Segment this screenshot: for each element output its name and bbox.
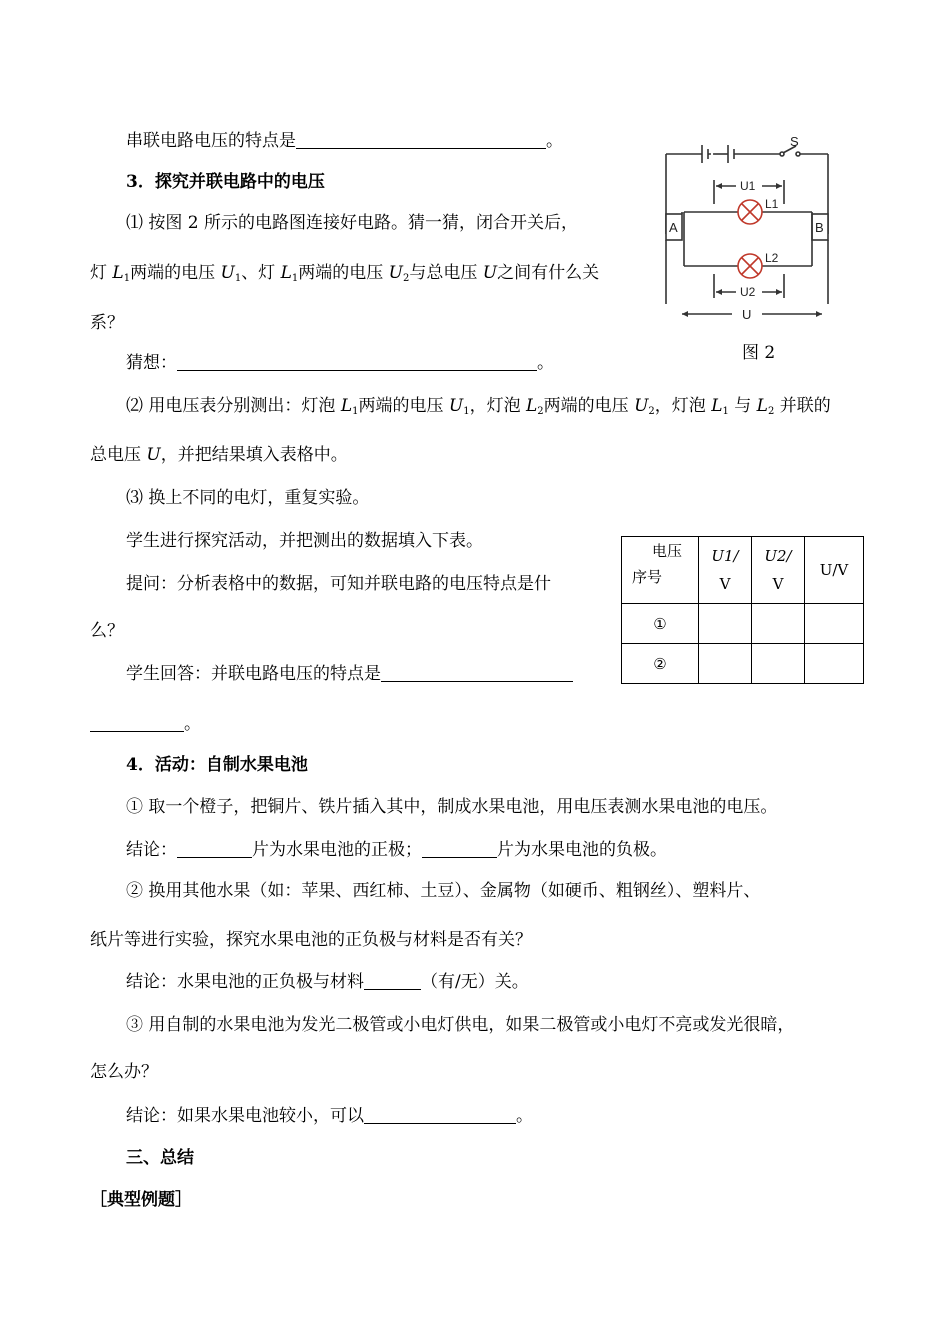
- label-a: A: [669, 220, 678, 235]
- cell-2-1[interactable]: [699, 644, 752, 684]
- symbol: L: [711, 396, 723, 416]
- negative-blank[interactable]: [422, 841, 497, 858]
- step2-line2: [90, 445, 348, 465]
- text: 两端的电压: [130, 263, 221, 283]
- symbol-L1: L: [112, 263, 124, 283]
- method-blank[interactable]: [364, 1107, 516, 1124]
- header-u2-name: [752, 547, 804, 565]
- sub: 1: [463, 406, 470, 417]
- parallel-circuit-diagram: [662, 134, 838, 334]
- header-voltage: 电压: [652, 542, 683, 560]
- symbol: L: [756, 396, 768, 416]
- positive-blank[interactable]: [177, 841, 252, 858]
- text: 结论：: [126, 840, 177, 860]
- cell-1-2[interactable]: [752, 604, 805, 644]
- unit: V: [719, 575, 731, 593]
- symbol-U: U: [482, 263, 498, 283]
- series-voltage-line: [126, 131, 563, 151]
- activity-step3-line2: 怎么办？: [90, 1062, 158, 1082]
- lamp-l2: [738, 254, 762, 278]
- symbol: L: [526, 396, 538, 416]
- label-l2: L2: [765, 251, 779, 265]
- text: ，灯泡: [654, 396, 712, 416]
- step1-line3: 系？: [90, 313, 124, 333]
- example-heading: ［典型例题］: [90, 1190, 192, 1210]
- symbol-L1b: L: [280, 263, 292, 283]
- activity-step1: ① 取一个橙子，把铜片、铁片插入其中，制成水果电池，用电压表测水果电池的电压。: [126, 797, 778, 817]
- text: 结论：如果水果电池较小，可以: [126, 1106, 364, 1126]
- text: 并联的: [774, 396, 831, 416]
- answer-blank[interactable]: [296, 132, 546, 149]
- step1-line1: ⑴ 按图 2 所示的电路图连接好电路。猜一猜，闭合开关后，: [126, 213, 579, 233]
- section-4-heading: 4．活动：自制水果电池: [126, 755, 308, 775]
- text: 片为水果电池的正极；: [252, 840, 422, 860]
- figure-caption: 图 2: [742, 343, 776, 363]
- label: U/V: [819, 561, 849, 579]
- text: 片为水果电池的负极。: [497, 840, 667, 860]
- header-index: 序号: [632, 568, 663, 586]
- answer-line1: [126, 664, 573, 684]
- sub: 1: [123, 273, 131, 284]
- symbol: U: [448, 396, 464, 416]
- unit: V: [772, 575, 784, 593]
- header-u: [805, 537, 864, 604]
- label-s: S: [790, 134, 799, 149]
- symbol: U: [146, 445, 161, 465]
- sub: 1: [352, 406, 359, 417]
- question-line2: 么？: [90, 621, 124, 641]
- text: 、灯: [241, 263, 281, 283]
- sub: 1: [234, 273, 242, 284]
- text: 总电压: [90, 445, 147, 465]
- answer-line2: [90, 714, 201, 734]
- label-u2: U2: [740, 285, 756, 299]
- text: ，灯泡: [469, 396, 526, 416]
- sub: 2: [537, 406, 544, 417]
- question-line1: 提问：分析表格中的数据，可知并联电路的电压特点是什: [126, 574, 551, 594]
- label-u: U: [742, 307, 752, 322]
- sub: 1: [722, 406, 729, 417]
- label: U1/: [711, 547, 739, 565]
- material-blank[interactable]: [364, 973, 421, 990]
- symbol: U: [634, 396, 649, 416]
- text: 灯: [90, 263, 113, 283]
- activity-step2-line1: ② 换用其他水果（如：苹果、西红柿、土豆）、金属物（如硬币、粗钢丝）、塑料片、: [126, 881, 761, 901]
- summary-heading: 三、总结: [126, 1148, 194, 1168]
- text: 两端的电压: [298, 263, 389, 283]
- sub: 2: [403, 273, 410, 284]
- text: 学生回答：并联电路电压的特点是: [126, 664, 381, 684]
- section-3-heading: 3．探究并联电路中的电压: [126, 172, 325, 192]
- row-index-2: ②: [622, 644, 699, 684]
- cell-2-3[interactable]: [805, 644, 864, 684]
- sub: 2: [648, 406, 655, 417]
- conclusion-1: [126, 840, 667, 860]
- symbol-U2: U: [388, 263, 403, 283]
- step3-line: ⑶ 换上不同的电灯，重复实验。: [126, 488, 370, 508]
- header-u1: [699, 537, 752, 604]
- voltage-table: [621, 536, 864, 684]
- label-b: B: [815, 220, 824, 235]
- header-u2: [752, 537, 805, 604]
- cell-1-1[interactable]: [699, 604, 752, 644]
- text: （有/无）关。: [421, 972, 529, 992]
- guess-line: [126, 353, 554, 373]
- text: 结论：水果电池的正负极与材料: [126, 972, 364, 992]
- conclusion-2: [126, 972, 529, 992]
- text: 之间有什么关: [497, 263, 600, 283]
- text: 与总电压: [409, 263, 483, 283]
- punct: 。: [516, 1106, 533, 1126]
- series-voltage-text: 串联电路电压的特点是: [126, 131, 296, 151]
- activity-line: 学生进行探究活动，并把测出的数据填入下表。: [126, 531, 483, 551]
- conclusion-3: [126, 1106, 533, 1126]
- row-index-1: ①: [622, 604, 699, 644]
- text: 两端的电压: [358, 396, 449, 416]
- label: U2/: [764, 547, 792, 565]
- header-u1-name: [699, 547, 751, 565]
- punct: 。: [184, 714, 201, 734]
- symbol: L: [340, 396, 353, 416]
- text: 与: [728, 396, 757, 416]
- step1-line2: [90, 263, 599, 283]
- switch-contact: [796, 152, 800, 156]
- text: ⑵ 用电压表分别测出：灯泡: [126, 396, 341, 416]
- answer-blank-cont[interactable]: [90, 715, 184, 732]
- symbol-U1: U: [220, 263, 235, 283]
- sub: 2: [767, 406, 775, 417]
- punct: 。: [546, 131, 563, 151]
- sub: 1: [291, 273, 299, 284]
- text: ，并把结果填入表格中。: [160, 445, 348, 465]
- activity-step2-line2: 纸片等进行实验，探究水果电池的正负极与材料是否有关？: [90, 930, 532, 950]
- cell-1-3[interactable]: [805, 604, 864, 644]
- guess-blank[interactable]: [177, 354, 537, 371]
- label-l1: L1: [765, 197, 779, 211]
- label-u1: U1: [740, 179, 756, 193]
- text: 两端的电压: [543, 396, 635, 416]
- lamp-l1: [738, 200, 762, 224]
- step2-line1: [126, 396, 831, 416]
- guess-label: 猜想：: [126, 353, 177, 373]
- activity-step3-line1: ③ 用自制的水果电池为发光二极管或小电灯供电，如果二极管或小电灯不亮或发光很暗，: [126, 1015, 795, 1035]
- cell-2-2[interactable]: [752, 644, 805, 684]
- answer-blank[interactable]: [381, 665, 573, 682]
- punct: 。: [537, 353, 554, 373]
- header-corner: [622, 537, 699, 604]
